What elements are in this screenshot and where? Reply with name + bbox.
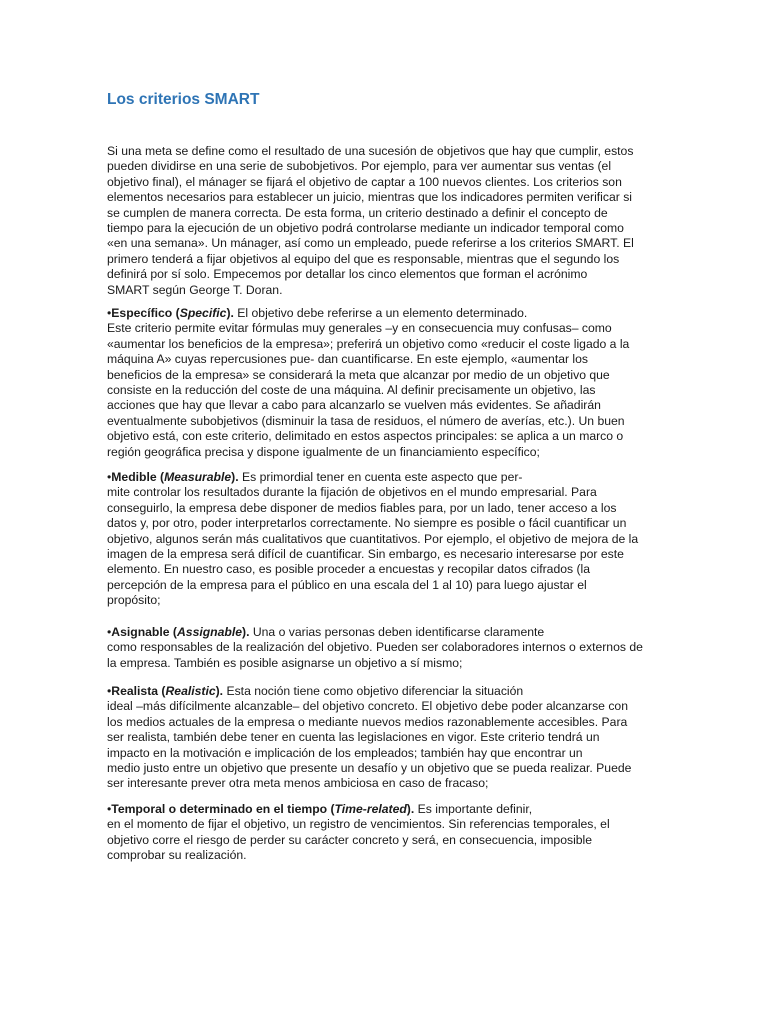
criterion-term: Medible <box>111 470 157 484</box>
criterion-english-term: Time-related <box>334 802 407 816</box>
criterion-first-line-text: El objetivo debe referirse a un elemento determinado. <box>233 306 528 320</box>
criterion-line: Este criterio permite evitar fórmulas muy generales –y en consecuencia muy confusas– como <box>107 321 612 336</box>
criterion-close-paren: ). <box>226 306 234 320</box>
criterion-line: objetivo está, con este criterio, delimitado en estos aspectos principales: se aplica a un marco o <box>107 429 624 444</box>
criterion-open-paren: ( <box>158 684 166 698</box>
criterion-close-paren: ). <box>242 625 250 639</box>
criterion-line: región geográfica precisa y dispone igualmente de un financiamiento específico; <box>107 444 540 459</box>
criterion-close-paren: ). <box>406 802 415 816</box>
criterion-line: medio justo entre un objetivo que presente un desafío y un objetivo que se pueda realizar. Puede <box>107 761 632 776</box>
criterion-line: comprobar su realización. <box>107 848 247 863</box>
criterion-first-line-text: Es primordial tener en cuenta este aspecto que per- <box>238 470 523 484</box>
bullet: • <box>107 625 112 639</box>
criterion-close-paren: ). <box>231 470 239 484</box>
criterion-term: Asignable <box>111 625 170 639</box>
bullet: • <box>107 684 112 698</box>
criterion-time-related <box>107 802 667 864</box>
criterion-heading-line <box>107 306 667 321</box>
intro-line: SMART según George T. Doran. <box>107 282 283 297</box>
criterion-line: beneficios de la empresa» se considerará la meta que alcanzar por medio de un objetivo que <box>107 367 610 382</box>
criterion-open-paren: ( <box>156 470 165 484</box>
criterion-assignable <box>107 625 667 671</box>
intro-line: objetivo final), el mánager se fijará el objetivo de captar a 100 nuevos clientes. Los criterios son <box>107 174 622 189</box>
criterion-measurable <box>107 470 667 609</box>
criterion-line: «aumentar los beneficios de la empresa»; preferirá un objetivo como «reducir el coste ligado a la <box>107 336 630 351</box>
criterion-line: mite controlar los resultados durante la fijación de objetivos en el mundo empresarial. Para <box>107 485 597 500</box>
criterion-english-term: Assignable <box>176 625 243 639</box>
criterion-heading-line <box>107 470 667 485</box>
criterion-heading-line <box>107 625 667 640</box>
criterion-line: los medios actuales de la empresa o mediante nuevos medios razonablemente accesibles. Para <box>107 714 628 729</box>
criterion-line: ser realista, también debe tener en cuenta las legislaciones en vigor. Este criterio tendrá un <box>107 730 600 745</box>
criterion-line: máquina A» cuyas repercusiones pue- dan cuantificarse. En este ejemplo, «aumentar los <box>107 352 589 367</box>
criterion-line: la empresa. También es posible asignarse un objetivo a sí mismo; <box>107 655 463 670</box>
criterion-term: Específico <box>111 306 173 320</box>
criterion-open-paren: ( <box>327 802 335 816</box>
criterion-term: Temporal o determinado en el tiempo <box>111 802 328 816</box>
criterion-line: eventualmente subobjetivos (disminuir la tasa de residuos, el número de averías, etc.). Un buen <box>107 413 625 428</box>
criterion-line: datos y, por otro, poder interpretarlos correctamente. No siempre es posible o fácil cuantificar un <box>107 516 627 531</box>
criterion-line: objetivo corre el riesgo de perder su carácter concreto y será, en consecuencia, imposible <box>107 832 593 847</box>
criterion-english-term: Specific <box>179 306 227 320</box>
intro-line: elementos necesarios para establecer un juicio, mientras que los indicadores permiten verificar si <box>107 190 632 205</box>
intro-line: tiempo para la ejecución de un objetivo podrá controlarse mediante un indicador temporal como <box>107 221 624 236</box>
criterion-first-line-text: Esta noción tiene como objetivo diferenciar la situación <box>223 684 524 698</box>
criterion-first-line-text: Una o varias personas deben identificarse claramente <box>249 625 545 639</box>
criterion-line: ideal –más difícilmente alcanzable– del objetivo concreto. El objetivo debe poder alcanzarse con <box>107 699 628 714</box>
criterion-line: acciones que hay que llevar a cabo para alcanzarlo se vuelven más evidentes. Se añadirán <box>107 398 601 413</box>
intro-line: «en una semana». Un mánager, así como un empleado, puede referirse a los criterios SMART. El <box>107 236 634 251</box>
criterion-first-line-text: Es importante definir, <box>414 802 533 816</box>
bullet: • <box>107 306 112 320</box>
criterion-line: como responsables de la realización del objetivo. Pueden ser colaboradores internos o externos de <box>107 640 643 655</box>
intro-line: primero tenderá a fijar objetivos al equipo del que es responsable, mientras que el segundo los <box>107 251 620 266</box>
intro-line: pueden dividirse en una serie de subobjetivos. Por ejemplo, para ver aumentar sus ventas (el <box>107 159 612 174</box>
criterion-line: en el momento de fijar el objetivo, un registro de vencimientos. Sin referencias temporales, el <box>107 817 610 832</box>
criterion-heading-line <box>107 684 667 699</box>
criterion-term: Realista <box>111 684 159 698</box>
criterion-realistic <box>107 684 667 792</box>
intro-paragraph <box>107 144 667 298</box>
criterion-english-term: Realistic <box>165 684 216 698</box>
criterion-specific <box>107 306 667 460</box>
criterion-line: imagen de la empresa será difícil de cuantificar. Sin embargo, es necesario interesarse por este <box>107 547 624 562</box>
criterion-line: ser interesante prever otra meta menos ambiciosa en caso de fracaso; <box>107 776 489 791</box>
criterion-open-paren: ( <box>172 306 180 320</box>
criterion-english-term: Measurable <box>164 470 232 484</box>
bullet: • <box>107 802 112 816</box>
criterion-line: objetivo, algunos serán más cualitativos que cuantitativos. Por ejemplo, el objetivo de mejora de la <box>107 531 639 546</box>
criterion-open-paren: ( <box>169 625 177 639</box>
document-title: Los criterios SMART <box>107 91 260 108</box>
criterion-heading-line <box>107 802 667 817</box>
bullet: • <box>107 470 112 484</box>
criterion-line: elemento. En nuestro caso, es posible proceder a encuestas y recopilar datos cifrados (la <box>107 562 591 577</box>
criterion-close-paren: ). <box>215 684 224 698</box>
criterion-line: consiste en la reducción del coste de una máquina. Al definir precisamente un objetivo, las <box>107 383 596 398</box>
intro-line: se cumplen de manera correcta. De esta forma, un criterio destinado a definir el concepto de <box>107 205 608 220</box>
criterion-line: percepción de la empresa para el público en una escala del 1 al 10) para luego ajustar el <box>107 577 587 592</box>
intro-line: Si una meta se define como el resultado de una sucesión de objetivos que hay que cumplir, estos <box>107 144 634 158</box>
intro-line: definirá por sí solo. Empecemos por detallar los cinco elementos que forman el acrónimo <box>107 267 588 282</box>
criterion-line: propósito; <box>107 593 161 608</box>
criterion-line: conseguirlo, la empresa debe disponer de medios fiables para, por un lado, tener acceso a los <box>107 500 617 515</box>
criterion-line: impacto en la motivación e implicación de los empleados; también hay que encontrar un <box>107 745 583 760</box>
